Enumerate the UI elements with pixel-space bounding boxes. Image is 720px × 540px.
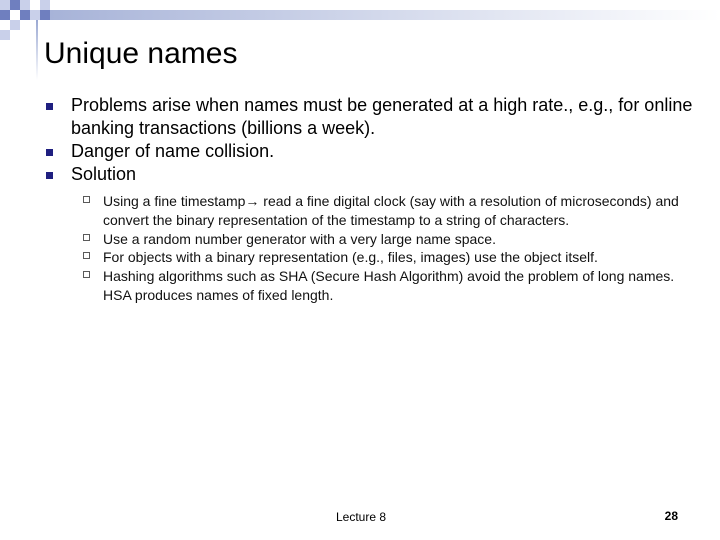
sub-bullet-list	[71, 192, 696, 305]
sub-bullet-text: For objects with a binary representation (e.g., files, images) use the object itself.	[103, 249, 598, 266]
title-accent-rule	[36, 20, 38, 80]
sub-bullet-text: Hashing algorithms such as SHA (Secure Hash Algorithm) avoid the problem of long names. HSA produces names of fixed length.	[103, 268, 675, 303]
sub-bullet-text: Using a fine timestamp→ read a fine digital clock (say with a resolution of microseconds) and convert the binary representation of the timestamp to a string of characters.	[103, 193, 679, 228]
square-bullet-icon	[46, 149, 53, 156]
hollow-square-bullet-icon	[83, 252, 90, 259]
bullet-text: Problems arise when names must be generated at a high rate., e.g., for online banking transactions (billions a week).	[71, 95, 693, 138]
bullet-text: Solution	[71, 164, 137, 184]
decorative-checker-pattern	[0, 0, 60, 40]
sub-bullet-text: Use a random number generator with a very large name space.	[103, 230, 496, 247]
hollow-square-bullet-icon	[83, 234, 90, 241]
page-number: 28	[664, 509, 678, 523]
bullet-item	[46, 140, 696, 163]
hollow-square-bullet-icon	[83, 196, 90, 203]
header-accent-band	[50, 10, 720, 20]
bullet-item	[46, 94, 696, 140]
hollow-square-bullet-icon	[83, 271, 90, 278]
bullet-list	[46, 94, 696, 305]
footer-lecture-label: Lecture 8	[336, 510, 387, 524]
sub-bullet-item	[71, 192, 696, 230]
square-bullet-icon	[46, 103, 53, 110]
square-bullet-icon	[46, 172, 53, 179]
bullet-text: Danger of name collision.	[71, 141, 275, 161]
sub-bullet-item	[71, 267, 696, 305]
bullet-item	[46, 163, 696, 305]
sub-bullet-item	[71, 248, 696, 267]
sub-bullet-item	[71, 230, 696, 249]
slide-title: Unique names	[44, 37, 238, 70]
